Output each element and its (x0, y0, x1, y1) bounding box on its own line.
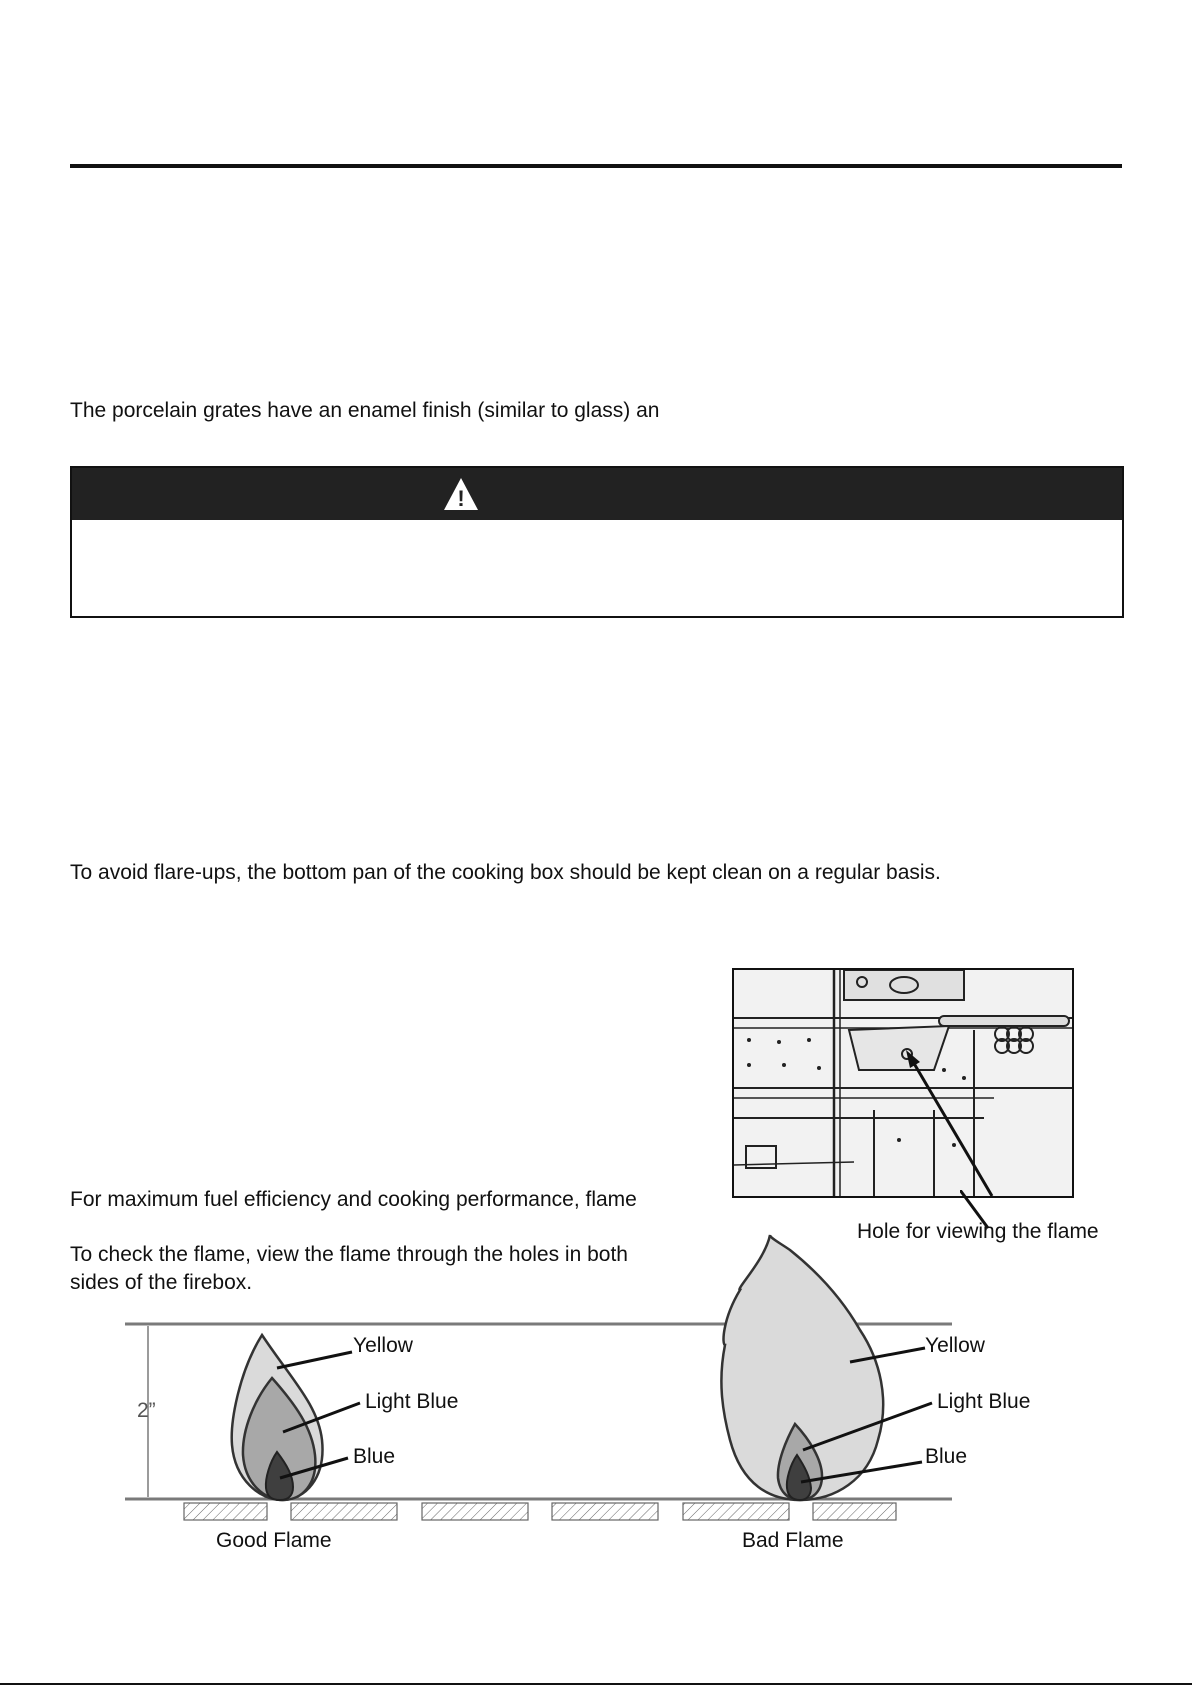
bad-flame-caption: Bad Flame (742, 1529, 844, 1552)
bad-yellow-label: Yellow (925, 1334, 985, 1357)
good-blue-label: Blue (353, 1445, 396, 1468)
check-paragraph-line1: To check the flame, view the flame through the holes in both (70, 1243, 628, 1266)
height-label: 2” (137, 1399, 156, 1422)
bad-lightblue-label: Light Blue (937, 1390, 1031, 1413)
good-yellow-label: Yellow (353, 1334, 413, 1357)
burner-block-3 (422, 1503, 528, 1520)
photo-caption: Hole for viewing the flame (857, 1220, 1099, 1243)
burner-block-2 (291, 1503, 397, 1520)
porcelain-paragraph: The porcelain grates have an enamel finish (similar to glass) an (70, 399, 660, 422)
flareups-paragraph: To avoid flare-ups, the bottom pan of the cooking box should be kept clean on a regular basis. (70, 861, 941, 884)
efficiency-paragraph: For maximum fuel efficiency and cooking performance, flame (70, 1188, 637, 1211)
burner-block-4 (552, 1503, 658, 1520)
burner-block-1 (184, 1503, 267, 1520)
svg-text:!: ! (457, 486, 465, 511)
burner-block-5 (683, 1503, 789, 1520)
bad-blue-label: Blue (925, 1445, 968, 1468)
burner-block-6 (813, 1503, 896, 1520)
check-paragraph-line2: sides of the firebox. (70, 1271, 253, 1294)
good-lightblue-label: Light Blue (365, 1390, 459, 1413)
good-flame-caption: Good Flame (216, 1529, 332, 1552)
